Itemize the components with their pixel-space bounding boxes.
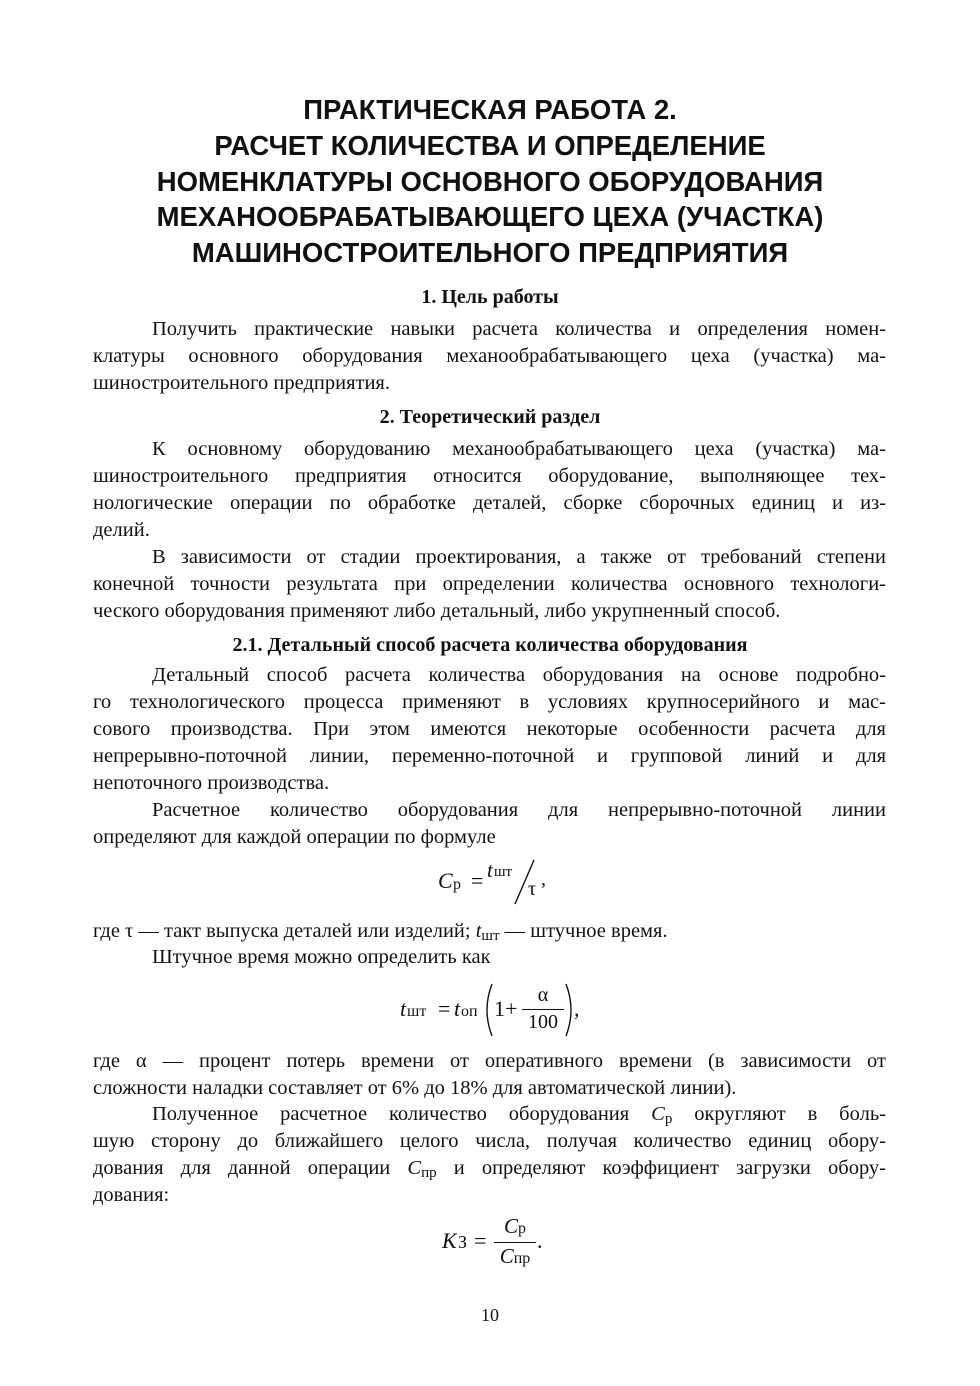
formula-load-factor — [440, 1212, 570, 1276]
text-line: нологические операции по обработке деталей, сборке сборочных единиц и из- — [93, 492, 886, 514]
fraction-denominator: 100 — [528, 1011, 558, 1033]
text-line — [93, 1155, 886, 1182]
text-line: непрерывно-поточной линии, переменно-поточной и групповой линий и для — [93, 745, 886, 767]
text-line — [93, 1101, 886, 1128]
formula-punctuation: , — [541, 868, 546, 890]
section-2-1-paragraph-2 — [93, 797, 886, 851]
text-fragment: и определяют коэффициент загрузки обору- — [436, 1157, 887, 1179]
text-line: дования: — [93, 1184, 170, 1206]
section-1-paragraph — [93, 316, 886, 397]
formula-symbol: K — [442, 1228, 457, 1253]
text-line: Детальный способ расчета количества оборудования на основе подробно- — [152, 664, 886, 686]
text-line: шиностроительного предприятия относится оборудование, выполняющее тех- — [93, 465, 886, 487]
formula-symbol: C — [438, 868, 453, 893]
formula-symbol: t — [454, 996, 461, 1021]
formula-equipment-count — [436, 856, 566, 912]
section-2-paragraph-2 — [93, 544, 886, 625]
text-line: го технологического процесса применяют в условиях крупносерийного и мас- — [93, 691, 886, 713]
formula-symbol: C — [503, 1214, 518, 1238]
formula-subscript: р — [453, 876, 461, 893]
title-line-5: МАШИНОСТРОИТЕЛЬНОГО ПРЕДПРИЯТИЯ — [191, 237, 789, 269]
formula-symbol: t — [400, 996, 407, 1021]
formula-symbol: C — [499, 1244, 514, 1268]
formula-subscript: р — [664, 1111, 673, 1127]
text-line: клатуры основного оборудования механообрабатывающего цеха (участка) ма- — [93, 345, 886, 367]
text-line: шиностроительного предприятия. — [93, 372, 390, 394]
section-1-heading: 1. Цель работы — [421, 286, 559, 308]
text-line: В зависимости от стадии проектирования, а также от требований степени — [152, 546, 886, 568]
fraction-numerator: α — [537, 984, 549, 1006]
title-line-3: НОМЕНКЛАТУРЫ ОСНОВНОГО ОБОРУДОВАНИЯ — [156, 165, 824, 197]
fraction-denominator — [494, 1244, 536, 1269]
page-number: 10 — [481, 1305, 499, 1325]
text-fragment: — штучное время. — [499, 920, 668, 942]
formula-punctuation: , — [574, 996, 580, 1021]
text-line: Расчетное количество оборудования для непрерывно-поточной линии — [152, 799, 886, 821]
section-2-1-paragraph-4 — [93, 1101, 886, 1209]
formula-symbol: τ — [528, 878, 537, 900]
formula-equals: = — [438, 996, 451, 1021]
title-line-4: МЕХАНООБРАБАТЫВАЮЩЕГО ЦЕХА (УЧАСТКА) — [156, 201, 824, 233]
formula-punctuation: . — [537, 1228, 543, 1253]
section-2-heading: 2. Теоретический раздел — [379, 406, 601, 428]
formula-subscript: шт — [407, 1003, 427, 1020]
text-line: сложности наладки составляет от 6% до 18% для автоматической линии). — [93, 1077, 737, 1099]
section-2-paragraph-1 — [93, 436, 886, 544]
text-fragment: где τ — такт выпуска деталей или изделий; — [93, 920, 476, 942]
formula-symbol: C — [407, 1157, 422, 1179]
formula-subscript: пр — [513, 1250, 531, 1267]
formula-term: 1+ — [494, 996, 518, 1021]
text-fragment: округляют в боль- — [672, 1103, 887, 1125]
text-line: Штучное время можно определить как — [152, 946, 491, 968]
section-2-1-heading: 2.1. Детальный способ расчета количества оборудования — [232, 634, 748, 656]
title-line-1: ПРАКТИЧЕСКАЯ РАБОТА 2. — [303, 94, 677, 125]
formula-subscript: шт — [494, 864, 513, 880]
section-2-1-paragraph-1 — [93, 662, 886, 797]
formula-2-explanation — [93, 1048, 886, 1102]
text-line: ческого оборудования применяют либо детальный, либо укрупненный способ. — [93, 600, 781, 622]
text-line: где α — процент потерь времени от оперативного времени (в зависимости от — [93, 1050, 886, 1072]
section-2-1-paragraph-3 — [93, 944, 886, 971]
text-line — [93, 918, 886, 945]
text-line: К основному оборудованию механообрабатывающего цеха (участка) ма- — [152, 438, 886, 460]
formula-symbol: C — [651, 1103, 665, 1125]
formula-equals: = — [474, 1228, 487, 1253]
fraction-numerator — [494, 1214, 536, 1239]
text-line: делий. — [93, 519, 150, 541]
text-fragment: Полученное расчетное количество оборудования — [152, 1103, 652, 1125]
text-line: определяют для каждой операции по формуле — [93, 826, 496, 848]
formula-symbol: t — [475, 920, 482, 942]
formula-subscript: шт — [481, 928, 500, 944]
left-paren — [480, 982, 494, 1038]
formula-equals: = — [471, 868, 484, 893]
title-line-2: РАСЧЕТ КОЛИЧЕСТВА И ОПРЕДЕЛЕНИЕ — [214, 129, 766, 161]
formula-subscript: р — [518, 1220, 526, 1237]
text-line: сового производства. При этом имеются некоторые особенности расчета для — [93, 718, 886, 740]
text-line: непоточного производства. — [93, 772, 330, 794]
formula-piece-time — [398, 980, 588, 1040]
formula-symbol: t — [487, 858, 493, 882]
text-line: Получить практические навыки расчета количества и определения номен- — [152, 318, 886, 340]
formula-subscript: оп — [461, 1003, 478, 1020]
page-title — [92, 92, 888, 271]
formula-1-explanation — [93, 918, 886, 945]
formula-subscript: З — [458, 1232, 468, 1252]
text-line: шую сторону до ближайшего целого числа, получая количество единиц обору- — [93, 1130, 886, 1152]
formula-subscript: пр — [421, 1165, 437, 1181]
text-fragment: дования для данной операции — [93, 1157, 408, 1179]
text-line: конечной точности результата при определении количества основного технологи- — [93, 573, 886, 595]
